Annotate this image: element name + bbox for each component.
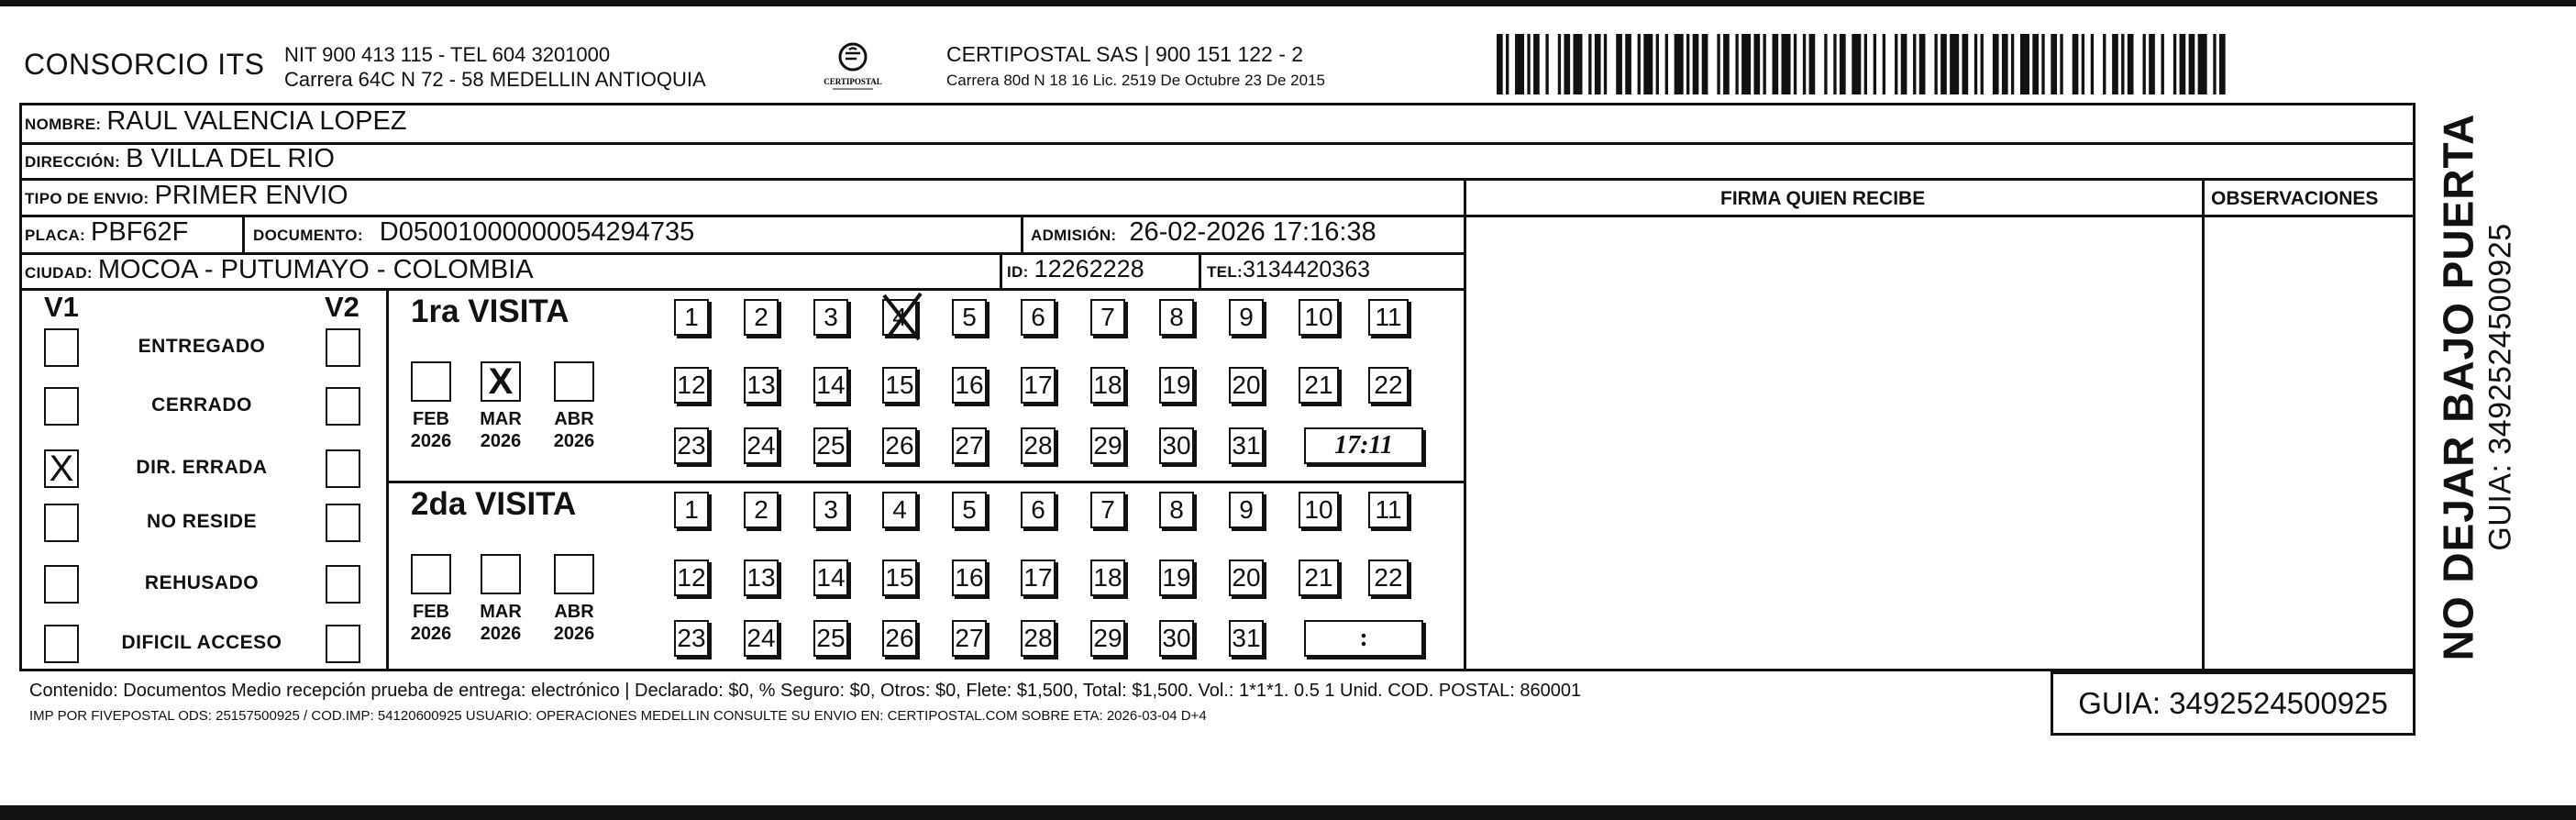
value: 12262228 — [1034, 255, 1144, 283]
day-box[interactable]: 3 — [813, 299, 848, 336]
label: TIPO DE ENVIO: — [25, 190, 149, 207]
barcode-bar — [1833, 34, 1836, 94]
month-name: MAR — [480, 602, 522, 622]
value: MOCOA - PUTUMAYO - COLOMBIA — [97, 255, 534, 284]
col-rule — [2202, 178, 2205, 671]
day-box[interactable]: 17 — [1021, 560, 1056, 596]
label: PLACA: — [25, 227, 86, 244]
col-rule — [1464, 178, 1466, 671]
barcode — [1497, 34, 2228, 94]
barcode-bar — [2103, 34, 2106, 94]
barcode-bar — [1735, 34, 1738, 94]
barcode-bar — [1962, 34, 1969, 94]
barcode-bar — [1950, 34, 1959, 94]
day-box[interactable]: 24 — [744, 427, 779, 464]
status-label: CERRADO — [151, 394, 252, 416]
month-year: 2026 — [410, 431, 452, 451]
status-v1-checkbox[interactable] — [44, 328, 79, 367]
day-box[interactable]: 26 — [882, 427, 917, 464]
day-box[interactable]: 16 — [952, 560, 987, 596]
day-box[interactable]: 6 — [1021, 492, 1056, 528]
day-box[interactable]: 20 — [1229, 560, 1264, 596]
barcode-bar — [2011, 34, 2014, 94]
day-box[interactable]: 30 — [1159, 427, 1194, 464]
day-box[interactable]: 17 — [1021, 367, 1056, 404]
status-label: REHUSADO — [144, 572, 260, 593]
day-box[interactable]: 18 — [1090, 367, 1125, 404]
barcode-bar — [1753, 34, 1760, 94]
month-checkbox[interactable] — [554, 361, 594, 402]
barcode-bar — [2002, 34, 2008, 94]
barcode-bar — [1558, 34, 1561, 94]
barcode-bar — [1515, 34, 1524, 94]
barcode-bar — [2149, 34, 2155, 94]
value: 3134420363 — [1242, 257, 1371, 283]
field-direccion — [25, 144, 335, 174]
day-box[interactable]: 11 — [1368, 299, 1409, 336]
form-frame — [19, 103, 2416, 671]
day-box[interactable]: 10 — [1299, 492, 1339, 528]
field-documento — [253, 217, 694, 248]
barcode-bar — [1638, 34, 1641, 94]
barcode-bar — [1717, 34, 1719, 94]
day-box[interactable]: 2 — [744, 492, 779, 528]
visit-time-field[interactable]: 17:11 — [1304, 427, 1423, 464]
day-box[interactable]: 25 — [813, 427, 848, 464]
status-label: DIR. ERRADA — [136, 457, 268, 478]
barcode-bar — [2073, 34, 2079, 94]
day-box[interactable]: 14 — [813, 367, 848, 404]
status-v2-checkbox[interactable] — [326, 449, 360, 488]
month-label — [404, 601, 459, 645]
month-year: 2026 — [410, 624, 452, 644]
barcode-bar — [2180, 34, 2186, 94]
day-box[interactable]: 25 — [813, 620, 848, 657]
label: TEL: — [1207, 263, 1243, 281]
day-box[interactable]: 11 — [1368, 492, 1409, 528]
status-v1-checkbox[interactable] — [44, 504, 79, 542]
month-checkbox[interactable] — [554, 554, 594, 594]
day-box[interactable]: 6 — [1021, 299, 1056, 336]
barcode-bar — [1741, 34, 1751, 94]
barcode-bar — [1901, 34, 1907, 94]
day-box[interactable]: 24 — [744, 620, 779, 657]
month-checkbox[interactable] — [411, 554, 451, 594]
day-box[interactable]: 19 — [1159, 560, 1194, 596]
label: CIUDAD: — [25, 264, 93, 282]
row-rule — [19, 178, 2416, 181]
status-v2-checkbox[interactable] — [326, 565, 360, 604]
barcode-bar — [2121, 34, 2124, 94]
value: PRIMER ENVIO — [154, 181, 348, 210]
barcode-bar — [1693, 34, 1699, 94]
barcode-bar — [1974, 34, 1977, 94]
barcode-bar — [2219, 34, 2226, 94]
barcode-bar — [1773, 34, 1779, 94]
barcode-bar — [1919, 34, 1926, 94]
barcode-bar — [1895, 34, 1897, 94]
barcode-bar — [2143, 34, 2146, 94]
month-year: 2026 — [553, 624, 595, 644]
month-name: MAR — [480, 409, 522, 429]
month-label — [473, 601, 528, 645]
day-box[interactable]: 3 — [813, 492, 848, 528]
day-box[interactable]: 27 — [952, 427, 987, 464]
barcode-bar — [1497, 34, 1503, 94]
month-name: ABR — [554, 409, 594, 429]
month-label — [473, 408, 528, 452]
value: PBF62F — [91, 217, 189, 247]
month-label — [547, 601, 602, 645]
status-label: NO RESIDE — [146, 511, 258, 532]
value: D05001000000054294735 — [379, 217, 695, 247]
barcode-bar — [2213, 34, 2216, 94]
barcode-bar — [1595, 34, 1601, 94]
barcode-bar — [2189, 34, 2195, 94]
status-v2-checkbox[interactable] — [326, 504, 360, 542]
day-box[interactable]: 22 — [1368, 367, 1409, 404]
row-rule — [19, 142, 2416, 145]
barcode-bar — [1573, 34, 1582, 94]
day-box[interactable]: 9 — [1229, 299, 1264, 336]
barcode-bar — [2020, 34, 2029, 94]
status-v2-checkbox[interactable] — [326, 625, 360, 663]
day-box[interactable]: 19 — [1159, 367, 1194, 404]
day-box[interactable]: 20 — [1229, 367, 1264, 404]
day-box[interactable]: 8 — [1159, 492, 1194, 528]
month-name: ABR — [554, 602, 594, 622]
day-box[interactable]: 29 — [1090, 620, 1125, 657]
visit-title: 2da VISITA — [411, 486, 577, 522]
no-dejar-bajo-puerta: NO DEJAR BAJO PUERTA — [2434, 113, 2482, 661]
label: DIRECCIÓN: — [25, 153, 121, 171]
barcode-bar — [1588, 34, 1591, 94]
day-box[interactable]: 7 — [1090, 492, 1125, 528]
barcode-bar — [1616, 34, 1622, 94]
barcode-bar — [1643, 34, 1653, 94]
day-box[interactable]: 29 — [1090, 427, 1125, 464]
value: B VILLA DEL RIO — [126, 144, 335, 173]
barcode-bar — [1981, 34, 1984, 94]
value: RAUL VALENCIA LOPEZ — [106, 106, 407, 136]
day-box[interactable]: 26 — [882, 620, 917, 657]
status-v2-checkbox[interactable] — [326, 387, 360, 426]
barcode-bar — [2041, 34, 2044, 94]
field-id — [1007, 255, 1144, 283]
barcode-bar — [2091, 34, 2094, 94]
day-mark-icon — [877, 286, 928, 349]
barcode-bar — [1874, 34, 1876, 94]
barcode-bar — [1809, 34, 1816, 94]
day-box[interactable]: 16 — [952, 367, 987, 404]
day-box[interactable]: 21 — [1299, 367, 1339, 404]
barcode-bar — [1564, 34, 1570, 94]
barcode-bar — [2198, 34, 2207, 94]
certipostal-logo — [824, 37, 882, 99]
svg-text:CERTIPOSTAL: CERTIPOSTAL — [824, 77, 882, 86]
day-box[interactable]: 15 — [882, 560, 917, 596]
day-box[interactable]: 13 — [744, 560, 779, 596]
barcode-bar — [1782, 34, 1791, 94]
barcode-bar — [1625, 34, 1631, 94]
day-box[interactable]: 5 — [952, 299, 987, 336]
barcode-bar — [1934, 34, 1937, 94]
barcode-bar — [1665, 34, 1668, 94]
day-box[interactable]: 4 — [882, 492, 917, 528]
guia-box: GUIA: 3492524500925 — [2051, 671, 2416, 736]
barcode-bar — [1686, 34, 1689, 94]
col-rule — [1021, 215, 1023, 252]
day-box[interactable]: 23 — [674, 620, 709, 657]
day-box[interactable]: 28 — [1021, 427, 1056, 464]
month-label — [547, 408, 602, 452]
month-year: 2026 — [553, 431, 595, 451]
day-box[interactable]: 5 — [952, 492, 987, 528]
day-box[interactable]: 14 — [813, 560, 848, 596]
firma-header: FIRMA QUIEN RECIBE — [1720, 188, 1926, 209]
col-rule — [1000, 252, 1002, 288]
barcode-bar — [1675, 34, 1684, 94]
row-rule — [19, 288, 1464, 291]
day-box[interactable]: 15 — [882, 367, 917, 404]
barcode-bar — [1824, 34, 1827, 94]
day-box[interactable]: 1 — [674, 299, 709, 336]
footer-print-info: IMP POR FIVEPOSTAL ODS: 25157500925 / COD.IMP: 54120600925 USUARIO: OPERACIONES MEDELLIN CONSULTE SU ENVIO EN: CERTIPOSTAL.COM SOBRE ETA: 2026-03-04 D+4 — [29, 708, 1207, 724]
barcode-bar — [2060, 34, 2062, 94]
barcode-bar — [1545, 34, 1548, 94]
day-box[interactable]: 10 — [1299, 299, 1339, 336]
field-tipo-envio — [25, 181, 348, 211]
side-guia: GUIA: 3492524500925 — [2482, 223, 2518, 551]
barcode-bar — [2173, 34, 2176, 94]
barcode-bar — [1864, 34, 1867, 94]
barcode-bar — [2051, 34, 2057, 94]
day-box[interactable]: 30 — [1159, 620, 1194, 657]
v2-header: V2 — [325, 291, 359, 323]
value: 26-02-2026 17:16:38 — [1129, 217, 1376, 247]
day-box[interactable]: 28 — [1021, 620, 1056, 657]
status-v1-checkbox[interactable] — [44, 625, 79, 663]
barcode-bar — [2112, 34, 2118, 94]
month-year: 2026 — [480, 431, 522, 451]
day-box[interactable]: 31 — [1229, 620, 1264, 657]
barcode-bar — [1913, 34, 1916, 94]
barcode-bar — [1533, 34, 1540, 94]
label: DOCUMENTO: — [253, 227, 363, 244]
side-notice — [2434, 114, 2519, 661]
day-box[interactable]: 8 — [1159, 299, 1194, 336]
barcode-bar — [1656, 34, 1659, 94]
field-tel — [1207, 257, 1370, 283]
barcode-bar — [2082, 34, 2084, 94]
col-rule — [1199, 252, 1201, 288]
certipostal-name: CERTIPOSTAL SAS | 900 151 122 - 2 — [946, 42, 1304, 66]
field-nombre — [25, 106, 407, 137]
bottom-border — [0, 805, 2576, 820]
day-box[interactable]: 18 — [1090, 560, 1125, 596]
label: ID: — [1007, 263, 1029, 281]
observaciones-header: OBSERVACIONES — [2211, 188, 2379, 209]
label: ADMISIÓN: — [1031, 227, 1117, 244]
day-box[interactable]: 2 — [744, 299, 779, 336]
label: NOMBRE: — [25, 116, 102, 133]
barcode-bar — [2128, 34, 2134, 94]
day-box[interactable]: 4 — [882, 299, 917, 336]
month-year: 2026 — [480, 624, 522, 644]
barcode-bar — [1940, 34, 1947, 94]
status-v1-checkbox[interactable] — [44, 565, 79, 604]
status-v1-checkbox[interactable]: X — [44, 449, 79, 488]
visit-time-field[interactable]: : — [1304, 620, 1423, 657]
status-v1-checkbox[interactable] — [44, 387, 79, 426]
status-label: ENTREGADO — [138, 336, 266, 357]
month-checkbox[interactable]: X — [481, 361, 521, 402]
day-box[interactable]: 31 — [1229, 427, 1264, 464]
month-name: FEB — [413, 409, 449, 429]
certipostal-address: Carrera 80d N 18 16 Lic. 2519 De Octubre 23 De 2015 — [946, 72, 1325, 89]
day-box[interactable]: 22 — [1368, 560, 1409, 596]
barcode-bar — [1803, 34, 1806, 94]
company-nit: NIT 900 413 115 - TEL 604 3201000 — [284, 43, 611, 66]
barcode-bar — [1993, 34, 1999, 94]
field-ciudad — [25, 255, 534, 285]
barcode-bar — [2032, 34, 2039, 94]
barcode-bar — [2161, 34, 2164, 94]
month-checkbox[interactable] — [411, 361, 451, 402]
day-box[interactable]: 9 — [1229, 492, 1264, 528]
company-name: CONSORCIO ITS — [24, 48, 265, 81]
barcode-bar — [1723, 34, 1730, 94]
barcode-bar — [1883, 34, 1885, 94]
status-label: DIFICIL ACCESO — [121, 632, 282, 653]
top-border — [0, 0, 2576, 6]
field-placa — [25, 217, 188, 248]
barcode-bar — [1840, 34, 1846, 94]
month-name: FEB — [413, 602, 449, 622]
barcode-bar — [1527, 34, 1530, 94]
barcode-bar — [1506, 34, 1509, 94]
day-box[interactable]: 12 — [674, 367, 709, 404]
day-box[interactable]: 21 — [1299, 560, 1339, 596]
day-box[interactable]: 7 — [1090, 299, 1125, 336]
barcode-bar — [1852, 34, 1861, 94]
v1-header: V1 — [44, 291, 79, 323]
col-rule — [386, 288, 389, 671]
visit-divider — [389, 481, 1464, 483]
day-box[interactable]: 27 — [952, 620, 987, 657]
day-box[interactable]: 1 — [674, 492, 709, 528]
month-label — [404, 408, 459, 452]
col-rule — [242, 215, 245, 252]
footer-content: Contenido: Documentos Medio recepción prueba de entrega: electrónico | Declarado: $0, % Seguro: $0, Otros: $0, Flete: $1,500, Total: $1,500. Vol.: 1*1*1. 0.5 1 Unid. COD. POSTAL: 860001 — [29, 681, 1582, 701]
day-box[interactable]: 13 — [744, 367, 779, 404]
visit-title: 1ra VISITA — [411, 294, 569, 329]
month-checkbox[interactable] — [481, 554, 521, 594]
status-v2-checkbox[interactable] — [326, 328, 360, 367]
barcode-bar — [1604, 34, 1607, 94]
barcode-bar — [1794, 34, 1797, 94]
barcode-bar — [1702, 34, 1708, 94]
day-box[interactable]: 23 — [674, 427, 709, 464]
company-address: Carrera 64C N 72 - 58 MEDELLIN ANTIOQUIA — [284, 68, 706, 91]
day-box[interactable]: 12 — [674, 560, 709, 596]
barcode-bar — [1763, 34, 1765, 94]
field-admision — [1031, 217, 1376, 248]
